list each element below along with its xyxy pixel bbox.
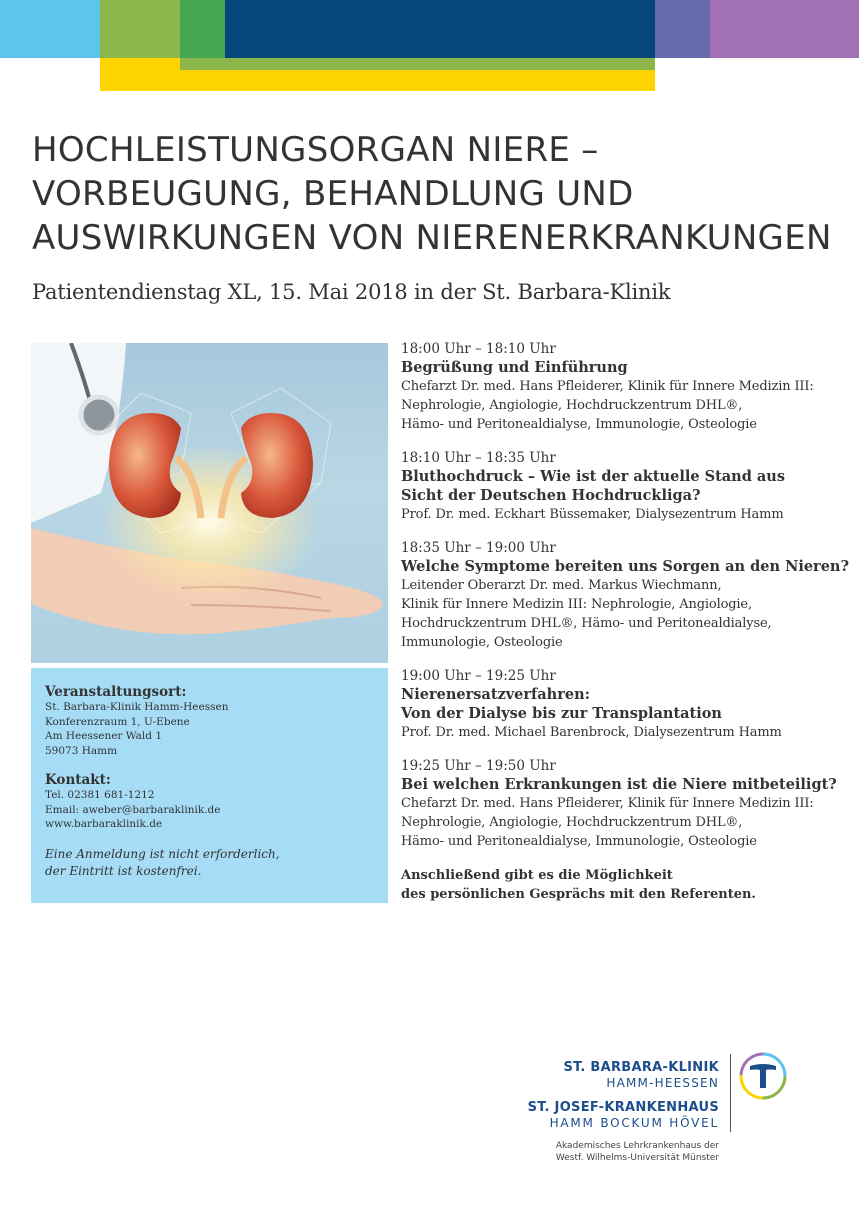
title-line: AUSWIRKUNGEN VON NIERENERKRANKUNGEN	[32, 218, 832, 258]
session-speaker: Nephrologie, Angiologie, Hochdruckzentrum DHL®,	[401, 815, 743, 830]
session-speaker: Hochdruckzentrum DHL®, Hämo- und Peritonealdialyse,	[401, 616, 772, 631]
registration-note: Eine Anmeldung ist nicht erforderlich,	[45, 846, 280, 861]
band-light-blue	[0, 0, 100, 58]
session-title: Nierenersatzverfahren:	[401, 686, 590, 703]
logo-divider	[730, 1054, 731, 1132]
session-speaker: Prof. Dr. med. Michael Barenbrock, Dialysezentrum Hamm	[401, 725, 782, 740]
page-subtitle: Patientendienstag XL, 15. Mai 2018 in der St. Barbara-Klinik	[32, 280, 671, 304]
program-session	[401, 667, 841, 742]
session-title: Bei welchen Erkrankungen ist die Niere mitbeteiligt?	[401, 776, 837, 793]
venue-line: Konferenzraum 1, U-Ebene	[45, 715, 190, 728]
program-session	[401, 539, 849, 652]
session-speaker: Leitender Oberarzt Dr. med. Markus Wiechmann,	[401, 578, 722, 593]
session-title: Sicht der Deutschen Hochdruckliga?	[401, 487, 701, 504]
clinic2-name: ST. JOSEF-KRANKENHAUS	[527, 1100, 719, 1115]
venue-line: St. Barbara-Klinik Hamm-Heessen	[45, 701, 229, 713]
session-speaker: Prof. Dr. med. Eckhart Büssemaker, Dialysezentrum Hamm	[401, 507, 784, 522]
page-title	[32, 128, 842, 260]
session-speaker: Hämo- und Peritonealdialyse, Immunologie, Osteologie	[401, 417, 757, 432]
band-green	[100, 0, 180, 58]
band-purple	[710, 0, 859, 58]
hand-holding-kidneys-illustration	[31, 343, 388, 663]
venue-heading: Veranstaltungsort:	[45, 684, 187, 700]
title-line: HOCHLEISTUNGSORGAN NIERE –	[32, 130, 599, 170]
program-session	[401, 340, 841, 434]
clinic1-name: ST. BARBARA-KLINIK	[563, 1060, 719, 1075]
band-navy	[225, 0, 655, 58]
clinic2-place: HAMM BOCKUM HÖVEL	[549, 1116, 719, 1130]
academic-line: Akademisches Lehrkrankenhaus der	[555, 1141, 719, 1151]
contact-heading: Kontakt:	[45, 772, 111, 788]
program-session	[401, 757, 841, 851]
program-list	[401, 340, 849, 904]
t-cross-emblem-icon	[737, 1050, 789, 1102]
clinic-logo	[527, 1050, 839, 1170]
session-time: 19:25 Uhr – 19:50 Uhr	[401, 758, 556, 774]
title-line: VORBEUGUNG, BEHANDLUNG UND	[32, 174, 634, 214]
session-title: Begrüßung und Einführung	[401, 359, 628, 376]
contact-phone: Tel. 02381 681-1212	[45, 789, 155, 801]
program-session	[401, 449, 841, 524]
session-time: 19:00 Uhr – 19:25 Uhr	[401, 668, 556, 684]
session-title: Welche Symptome bereiten uns Sorgen an den Nieren?	[401, 558, 849, 575]
session-speaker: Hämo- und Peritonealdialyse, Immunologie, Osteologie	[401, 834, 757, 849]
registration-note: der Eintritt ist kostenfrei.	[45, 863, 202, 878]
kidneys-illustration-svg	[31, 343, 388, 663]
session-speaker: Immunologie, Osteologie	[401, 635, 563, 650]
session-title: Von der Dialyse bis zur Transplantation	[401, 705, 722, 722]
session-speaker: Chefarzt Dr. med. Hans Pfleiderer, Klinik für Innere Medizin III:	[401, 796, 814, 811]
event-info-box	[31, 668, 388, 903]
academic-line: Westf. Wilhelms-Universität Münster	[555, 1153, 719, 1163]
contact-email-link[interactable]: Email: aweber@barbaraklinik.de	[45, 803, 221, 816]
session-time: 18:00 Uhr – 18:10 Uhr	[401, 341, 556, 357]
contact-website-link[interactable]: www.barbaraklinik.de	[45, 818, 163, 830]
session-time: 18:10 Uhr – 18:35 Uhr	[401, 450, 556, 466]
session-speaker: Nephrologie, Angiologie, Hochdruckzentrum DHL®,	[401, 398, 743, 413]
clinic1-place: HAMM-HEESSEN	[606, 1076, 719, 1090]
session-speaker: Chefarzt Dr. med. Hans Pfleiderer, Klinik für Innere Medizin III:	[401, 379, 814, 394]
venue-line: 59073 Hamm	[45, 744, 118, 757]
closing-note: Anschließend gibt es die Möglichkeit	[401, 868, 673, 883]
academic-note	[556, 1140, 719, 1164]
session-title: Bluthochdruck – Wie ist der aktuelle Stand aus	[401, 468, 786, 485]
band-indigo	[655, 0, 710, 58]
session-time: 18:35 Uhr – 19:00 Uhr	[401, 540, 556, 556]
venue-line: Am Heessener Wald 1	[45, 730, 163, 742]
band-green-lower	[180, 58, 655, 70]
closing-note: des persönlichen Gesprächs mit den Referenten.	[401, 887, 756, 902]
session-speaker: Klinik für Innere Medizin III: Nephrologie, Angiologie,	[401, 597, 752, 612]
